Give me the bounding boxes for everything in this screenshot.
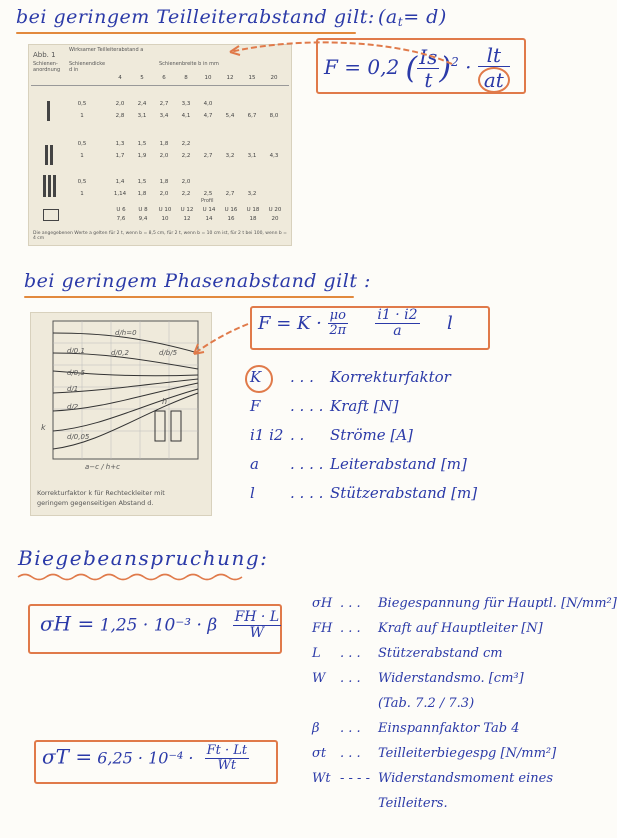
legend-row bbox=[312, 671, 524, 686]
formula2-arrow bbox=[188, 310, 252, 370]
width-header-cell: 20 bbox=[270, 75, 278, 81]
table-cell: 0,5 bbox=[77, 101, 87, 107]
table-cell: 3,3 bbox=[181, 101, 191, 107]
table-cell: 4,3 bbox=[269, 153, 279, 159]
legend-row bbox=[312, 746, 556, 761]
legend-text: Kraft auf Hauptleiter [N] bbox=[378, 621, 543, 636]
table-rows bbox=[69, 101, 289, 201]
table-cell: 2,7 bbox=[203, 153, 213, 159]
legend-text: Teilleiterbiegespg [N/mm²] bbox=[378, 746, 557, 761]
legend-symbol: F bbox=[250, 397, 261, 415]
table-fig-label: Abb. 1 bbox=[33, 51, 56, 59]
legend-text: Korrekturfaktor bbox=[330, 368, 451, 386]
profile-cell: U 8 bbox=[138, 207, 148, 213]
legend-dots: . . . bbox=[340, 671, 361, 686]
legend-row bbox=[312, 796, 448, 811]
table-cell: 4,0 bbox=[203, 101, 213, 107]
profile-cell: U 6 bbox=[116, 207, 126, 213]
legend-row bbox=[250, 397, 399, 415]
table-cell: 2,0 bbox=[159, 191, 169, 197]
profile-cell: 14 bbox=[205, 216, 213, 222]
formula1: F = 0,2 ( $\frac{Is}{t}$ )$^2$ · $\frac{lt}{at}$ bbox=[324, 44, 510, 93]
chart-label-9: k bbox=[41, 423, 46, 432]
table-cell: 2,4 bbox=[137, 101, 147, 107]
busbar-symbol-2 bbox=[45, 145, 48, 165]
width-header-cell: 12 bbox=[226, 75, 234, 81]
profile-cell: 18 bbox=[249, 216, 257, 222]
profile-cell: 16 bbox=[227, 216, 235, 222]
profile-cell: U 12 bbox=[180, 207, 194, 213]
table-cell: 2,8 bbox=[115, 113, 125, 119]
profile-cell: U 18 bbox=[246, 207, 260, 213]
table-cell: 4,1 bbox=[181, 113, 191, 119]
table-cell: 4,7 bbox=[203, 113, 213, 119]
correction-factor-chart bbox=[31, 313, 211, 478]
width-header-cell: 10 bbox=[204, 75, 212, 81]
chart-label-1: d/0,1 bbox=[67, 347, 85, 355]
table-cell: 1 bbox=[80, 113, 84, 119]
width-header-cell: 5 bbox=[140, 75, 144, 81]
legend-row bbox=[250, 426, 413, 444]
profile-label: Profil bbox=[201, 198, 214, 204]
legend-text: Stützerabstand cm bbox=[378, 646, 503, 661]
legend-text: (Tab. 7.2 / 7.3) bbox=[378, 696, 475, 711]
table-cell: 3,4 bbox=[159, 113, 169, 119]
busbar-symbol-4 bbox=[43, 209, 59, 221]
legend-dots: . . . bbox=[290, 368, 314, 386]
scanned-chart bbox=[30, 312, 212, 516]
section3-legend bbox=[312, 596, 617, 836]
table-title: Wirksamer Teilleiterabstand a bbox=[69, 47, 144, 53]
legend-symbol: σt bbox=[312, 746, 327, 761]
legend-row bbox=[250, 484, 477, 502]
legend-symbol: β bbox=[312, 721, 320, 736]
legend-text: Widerstandsmo. [cm³] bbox=[378, 671, 524, 686]
formula3: σH = 1,25 · 10⁻³ · β $\frac{FH \cdot L}{W}$ bbox=[40, 609, 280, 642]
chart-caption-1: Korrekturfaktor k für Rechteckleiter mit bbox=[37, 489, 165, 497]
table-cell: 2,0 bbox=[181, 179, 191, 185]
legend-row bbox=[312, 596, 617, 611]
legend-symbol: Wt bbox=[312, 771, 331, 786]
table-cell: 1,8 bbox=[159, 179, 169, 185]
heading-wavy-underline bbox=[16, 572, 240, 582]
scanned-table bbox=[28, 44, 292, 246]
legend-dots: . . bbox=[290, 426, 305, 444]
legend-symbol: a bbox=[250, 455, 259, 473]
profile-cell: U 10 bbox=[158, 207, 172, 213]
table-cell: 1,4 bbox=[115, 179, 125, 185]
table-cell: 3,1 bbox=[247, 153, 257, 159]
table-cell: 2,7 bbox=[159, 101, 169, 107]
table-cell: 2,2 bbox=[181, 191, 191, 197]
legend-symbol: l bbox=[250, 484, 255, 502]
legend-dots: - - - - bbox=[340, 771, 370, 786]
legend-symbol: FH bbox=[312, 621, 333, 636]
legend-dots: . . . bbox=[340, 746, 361, 761]
profile-cell: 20 bbox=[271, 216, 279, 222]
profile-cell: U 20 bbox=[268, 207, 282, 213]
legend-row bbox=[312, 771, 553, 786]
legend-text: Einspannfaktor Tab 4 bbox=[378, 721, 520, 736]
legend-row bbox=[312, 696, 474, 711]
table-cell: 6,7 bbox=[247, 113, 257, 119]
legend-symbol: K bbox=[250, 368, 262, 386]
legend-dots: . . . bbox=[340, 596, 361, 611]
table-cell: 2,0 bbox=[159, 153, 169, 159]
section1-condition: $(a_t= d)$ bbox=[378, 6, 447, 29]
chart-label-10: a−c / h+c bbox=[85, 463, 120, 471]
chart-label-3: d/b/5 bbox=[159, 349, 178, 357]
legend-row bbox=[250, 368, 451, 386]
legend-row bbox=[312, 721, 519, 736]
legend-row bbox=[250, 455, 467, 473]
legend-row bbox=[312, 621, 543, 636]
table-cell: 1 bbox=[80, 191, 84, 197]
section3-heading: Biegebeanspruchung: bbox=[18, 546, 269, 570]
table-cell: 3,2 bbox=[247, 191, 257, 197]
table-cell: 1,3 bbox=[115, 141, 125, 147]
legend-dots: . . . . bbox=[290, 455, 324, 473]
table-cell: 8,0 bbox=[269, 113, 279, 119]
legend-symbol: σH bbox=[312, 596, 333, 611]
section2-legend bbox=[250, 368, 570, 514]
profile-rows bbox=[111, 207, 291, 225]
table-cell: 2,7 bbox=[225, 191, 235, 197]
table-cell: 5,4 bbox=[225, 113, 235, 119]
legend-text: Widerstandsmoment eines bbox=[378, 771, 554, 786]
table-col-header-1: Schienen-anordnung bbox=[33, 61, 61, 73]
table-cell: 2,5 bbox=[203, 191, 213, 197]
table-cell: 1,7 bbox=[115, 153, 125, 159]
profile-cell: 12 bbox=[183, 216, 191, 222]
table-cell: 2,2 bbox=[181, 153, 191, 159]
width-header-cell: 4 bbox=[118, 75, 122, 81]
profile-cell: 9,4 bbox=[138, 216, 148, 222]
width-header-cell: 8 bbox=[184, 75, 188, 81]
table-cell: 1,5 bbox=[137, 179, 147, 185]
table-cell: 0,5 bbox=[77, 179, 87, 185]
profile-cell: U 14 bbox=[202, 207, 216, 213]
heading-underline bbox=[24, 296, 354, 298]
legend-text: Stützerabstand [m] bbox=[330, 484, 478, 502]
table-cell: 2,2 bbox=[181, 141, 191, 147]
legend-dots: . . . bbox=[340, 621, 361, 636]
table-cell: 1 bbox=[80, 153, 84, 159]
table-cell: 3,1 bbox=[137, 113, 147, 119]
table-col-header-3: Schienenbreite b in mm bbox=[159, 61, 219, 67]
legend-text: Ströme [A] bbox=[330, 426, 413, 444]
legend-symbol: L bbox=[312, 646, 321, 661]
chart-label-0: d/h=0 bbox=[115, 329, 137, 337]
legend-symbol: W bbox=[312, 671, 326, 686]
chart-label-8: h bbox=[162, 397, 168, 406]
chart-label-4: d/0,5 bbox=[67, 369, 85, 377]
chart-label-2: d/0,2 bbox=[111, 349, 129, 357]
table-cell: 1,8 bbox=[159, 141, 169, 147]
table-cell: 2,0 bbox=[115, 101, 125, 107]
table-cell: 0,5 bbox=[77, 141, 87, 147]
legend-text: Leiterabstand [m] bbox=[330, 455, 467, 473]
table-cell: 1,5 bbox=[137, 141, 147, 147]
formula1-denominator: at bbox=[478, 67, 510, 93]
width-header-cell: 6 bbox=[162, 75, 166, 81]
table-col-header-2: Schienendicke d in bbox=[69, 61, 106, 73]
table-cell: 1,9 bbox=[137, 153, 147, 159]
k-circle bbox=[245, 365, 273, 393]
legend-dots: . . . . bbox=[290, 484, 324, 502]
legend-text: Biegespannung für Hauptl. [N/mm²] bbox=[378, 596, 617, 611]
legend-dots: . . . . bbox=[290, 397, 324, 415]
legend-text: Kraft [N] bbox=[330, 397, 399, 415]
legend-dots: . . . bbox=[340, 646, 361, 661]
busbar-symbol-3 bbox=[43, 175, 46, 197]
legend-symbol: i1 i2 bbox=[250, 426, 284, 444]
formula1-arrow bbox=[220, 30, 480, 70]
chart-label-6: d/2 bbox=[67, 403, 79, 411]
chart-label-7: d/0,05 bbox=[67, 433, 90, 441]
section1-heading: bei geringem Teilleiterabstand gilt: bbox=[16, 6, 375, 28]
chart-label-5: d/1 bbox=[67, 385, 79, 393]
profile-cell: 7,6 bbox=[116, 216, 126, 222]
busbar-symbol-1 bbox=[47, 101, 50, 121]
profile-cell: U 16 bbox=[224, 207, 238, 213]
table-cell: 3,2 bbox=[225, 153, 235, 159]
profile-cell: 10 bbox=[161, 216, 169, 222]
formula4: σT = 6,25 · 10⁻⁴ · $\frac{Ft \cdot Lt}{Wt}$ bbox=[42, 743, 248, 774]
table-width-headers bbox=[111, 75, 291, 83]
legend-text: Teilleiters. bbox=[378, 796, 448, 811]
legend-dots: . . . bbox=[340, 721, 361, 736]
table-footnote: Die angegebenen Werte a gelten für 2 t, wenn b = 8,5 cm, für 2 t, wenn b = 10 cm ist, für 2 t bei 100, wenn b = 4 cm bbox=[33, 231, 287, 241]
table-cell: 1,14 bbox=[113, 191, 127, 197]
chart-caption-2: geringem gegenseitigen Abstand d. bbox=[37, 499, 154, 507]
table-cell: 1,8 bbox=[137, 191, 147, 197]
formula2: F = K · $\frac{\mu o}{2\pi}$ $\frac{i1 \cdot i2}{a}$ l bbox=[258, 307, 453, 340]
width-header-cell: 15 bbox=[248, 75, 256, 81]
section2-heading: bei geringem Phasenabstand gilt : bbox=[24, 270, 371, 292]
legend-row bbox=[312, 646, 503, 661]
